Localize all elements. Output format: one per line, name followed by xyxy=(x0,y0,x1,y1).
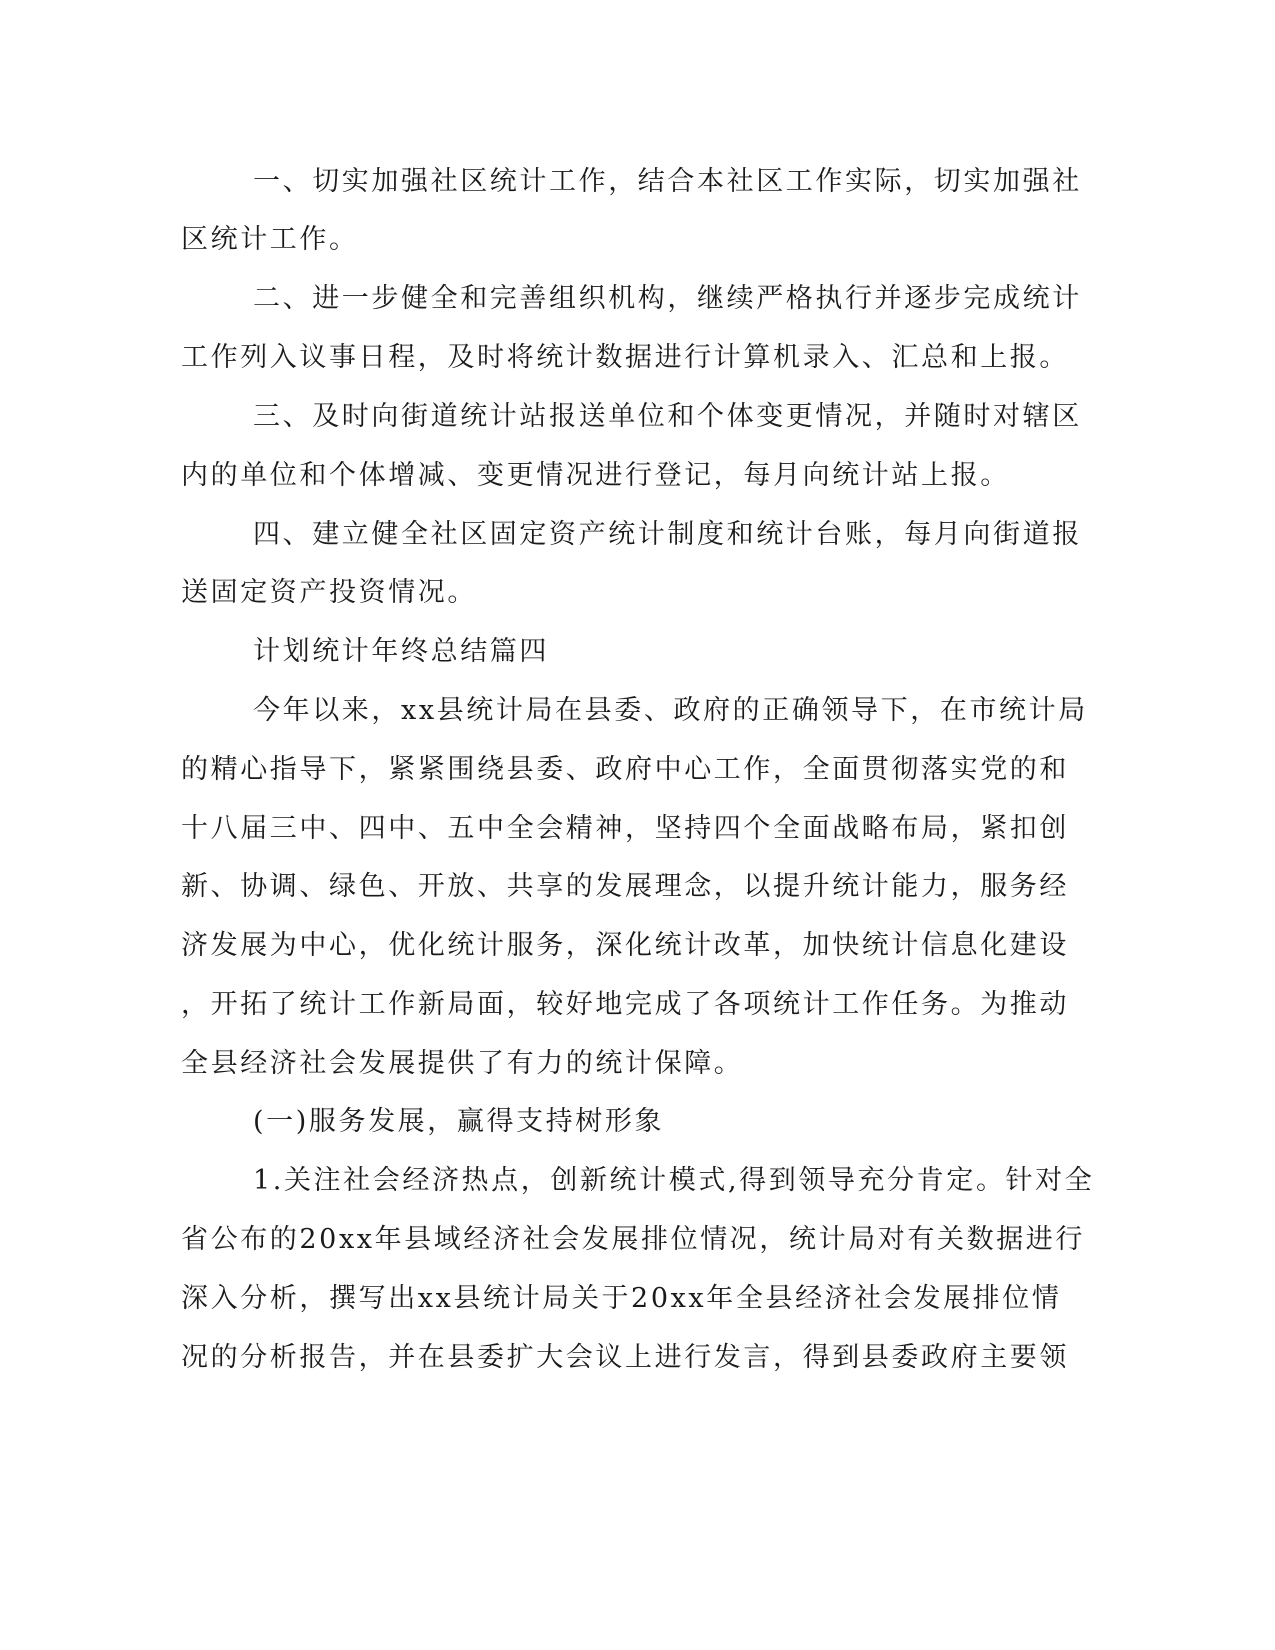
text-line: 十八届三中、四中、五中全会精神，坚持四个全面战略布局，紧扣创 xyxy=(181,813,1069,844)
section-heading: 计划统计年终总结篇四 xyxy=(253,636,549,667)
text-line: 今年以来，xx县统计局在县委、政府的正确领导下，在市统计局 xyxy=(253,695,1088,726)
text-line: 一、切实加强社区统计工作，结合本社区工作实际，切实加强社 xyxy=(253,166,1082,197)
text-line: 1.关注社会经济热点，创新统计模式,得到领导充分肯定。针对全 xyxy=(253,1165,1095,1196)
text-line: 送固定资产投资情况。 xyxy=(181,577,477,608)
text-line: 内的单位和个体增减、变更情况进行登记，每月向统计站上报。 xyxy=(181,460,1010,491)
text-line: 工作列入议事日程，及时将统计数据进行计算机录入、汇总和上报。 xyxy=(181,342,1069,373)
text-line: 四、建立健全社区固定资产统计制度和统计台账，每月向街道报 xyxy=(253,519,1082,550)
text-line: 全县经济社会发展提供了有力的统计保障。 xyxy=(181,1048,744,1079)
text-line: 的精心指导下，紧紧围绕县委、政府中心工作，全面贯彻落实党的和 xyxy=(181,754,1069,785)
text-line: 新、协调、绿色、开放、共享的发展理念，以提升统计能力，服务经 xyxy=(181,871,1069,902)
text-line: 深入分析，撰写出xx县统计局关于20xx年全县经济社会发展排位情 xyxy=(181,1283,1062,1314)
text-line: 二、进一步健全和完善组织机构，继续严格执行并逐步完成统计 xyxy=(253,283,1082,314)
text-line: ，开拓了统计工作新局面，较好地完成了各项统计工作任务。为推动 xyxy=(181,989,1069,1020)
text-line: 区统计工作。 xyxy=(181,224,359,255)
text-line: 况的分析报告，并在县委扩大会议上进行发言，得到县委政府主要领 xyxy=(181,1342,1069,1373)
text-line: 省公布的20xx年县域经济社会发展排位情况，统计局对有关数据进行 xyxy=(181,1224,1086,1255)
text-line: 三、及时向街道统计站报送单位和个体变更情况，并随时对辖区 xyxy=(253,401,1082,432)
text-line: 济发展为中心，优化统计服务，深化统计改革，加快统计信息化建设 xyxy=(181,930,1069,961)
subsection-heading: (一)服务发展，赢得支持树形象 xyxy=(253,1106,665,1137)
